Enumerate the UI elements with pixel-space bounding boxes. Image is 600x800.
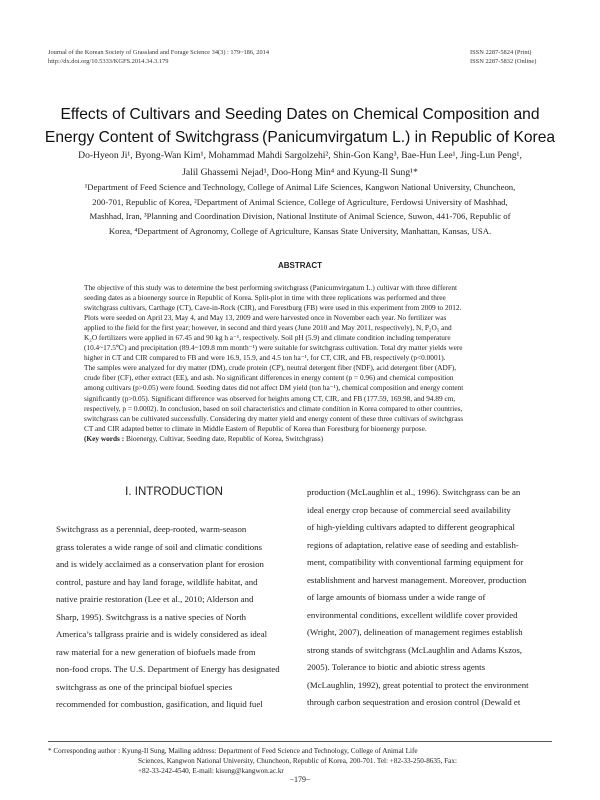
body-line: native prairie restoration (Lee et al., 2010; Alderson and [56,594,254,604]
body-line: raw material for a new generation of biofuels made from [56,646,256,657]
body-line: control, pasture and hay land forage, wildlife habitat, and [56,576,258,587]
abstract-line: higher in CT and CIR compared to FB and were 16.9, 15.9, and 4.5 ton ha⁻¹, for CT, CIR, and FB, respectively (p<0.0001). [84,353,446,363]
body-line: regions of adaptation, relative ease of seeding and establish- [307,539,519,550]
body-line: of large amounts of biomass under a wide range of [307,592,486,602]
author-list [0,147,600,181]
issn-print: ISSN 2287-5824 (Print) [470,49,532,56]
affiliation-line: Korea, ⁴Department of Agronomy, College of Agriculture, Kansas State University, Manhattan, Kansas, USA. [108,225,492,236]
abstract-body [84,283,540,444]
issn-block [470,48,536,66]
body-line: through carbon sequestration and erosion control (Dewald et [307,697,521,707]
body-line: Sharp, 1995). Switchgrass is a native species of North [56,611,247,622]
title-line: Effects of Cultivars and Seeding Dates on Chemical Composition and [60,106,540,123]
footnote-divider [48,741,552,742]
body-line: and is widely acclaimed as a conservation plant for erosion [56,559,264,569]
body-line: ment, compatibility with conventional farming equipment for [307,557,524,567]
body-line: Switchgrass as a perennial, deep-rooted, warm-season [56,524,247,534]
author-line: Jalil Ghassemi Nejad¹, Doo-Hong Min⁴ and Kyung-Il Sung¹* [182,167,418,178]
footnote-line: * Corresponding author : Kyung-Il Sung, Mailing address: Department of Feed Science and Technology, College of Animal Life [48,747,418,755]
keywords-label: (Key words : [84,433,126,443]
abstract-line: significantly (p>0.05). Significant difference was observed for heights among CT, CIR, and FB (177.59, 169.98, and 94.89 cm, [84,393,456,403]
body-line: recommended for combustion, gasification, and liquid fuel [56,699,263,709]
corresponding-author-footnote [48,746,558,776]
abstract-line: Plots were seeded on April 23, May 4, and May 13, 2009 and were harvested once in November each year. No fertilizer was [84,313,447,323]
abstract-line: crude fiber (CF), ether extract (EE), and ash. No significant differences in energy content (p = 0.96) and chemical composition [84,373,454,383]
affiliation-line: Mashhad, Iran, ³Planning and Coordination Division, National Institute of Animal Science, Suwon, 441-706, Republic of [89,211,511,222]
body-line: 2005). Tolerance to biotic and abiotic stress agents [307,662,486,672]
journal-citation: Journal of the Korean Society of Grassland and Forage Science 34(3) : 179~186, 2014 [48,49,270,56]
keywords-text: Bioenergy, Cultivar, Seeding date, Republic of Korea, Switchgrass) [125,433,324,443]
body-line: environmental conditions, excellent wildlife cover provided [307,609,518,620]
abstract-line: applied to the field for the first year; however, in second and third years (June 2010 and May 2011, respectively), N, P₂O₅ and [84,323,452,333]
abstract-heading: ABSTRACT [278,261,322,270]
body-line: America’s tallgrass prairie and is widely considered as ideal [56,629,268,639]
abstract-line: respectively, p = 0.0002). In conclusion, based on soil characteristics and climate condition in Korea compared to other countries, [84,403,463,413]
body-line: establishment and harvest management. Moreover, production [307,574,527,585]
doi-link[interactable]: http://dx.doi.org/10.5333/KGFS.2014.34.3.179 [48,58,169,65]
body-line: strong stands of switchgrass (McLaughlin and Adams Kszos, [307,644,523,655]
abstract-line: The samples were analyzed for dry matter (DM), crude protein (CP), neutral detergent fiber (NDF), acid detergent fiber (ADF), [84,363,457,373]
title-line: Energy Content of Switchgrass (Panicumvirgatum L.) in Republic of Korea [44,129,556,146]
abstract-line: switchgrass cultivars, Carthage (CT), Cave-in-Rock (CIR), and Forestburg (FB) were used in this experiment from 2009 to 2012. [84,303,462,313]
author-line: Do-Hyeon Ji¹, Byong-Wan Kim¹, Mohammad Mahdi Sargolzehi², Shin-Gon Kang³, Bae-Hun Lee¹, Jing-Lun Peng¹, [78,150,522,161]
issn-online: ISSN 2287-5832 (Online) [470,58,537,65]
body-line: (McLaughlin, 1992), great potential to protect the environment [307,679,529,690]
footnote-line: Sciences, Kangwon National University, Chuncheon, Republic of Korea, 200-701. Tel: +82-33-250-8635, Fax: [138,757,457,765]
abstract-line: CT and CIR adapted better to climate in Middle Eastern of Republic of Korea than Forestburg for bioenergy purpose. [84,423,427,433]
body-line: ideal energy crop because of commercial seed availability [307,504,511,515]
section-heading-introduction: Ⅰ. INTRODUCTION [125,486,223,498]
body-line: grass tolerates a wide range of soil and climatic conditions [56,541,262,552]
intro-left-column [56,484,292,714]
affiliations [50,180,550,238]
abstract-line: among cultivars (p>0.05) were found. Seeding dates did not affect DM yield (ton ha⁻¹), chemical composition and energy content [84,383,464,393]
abstract-line: switchgrass can be cultivated successfully. Considering dry matter yield and energy content of these three cultivars of switchgrass [84,413,464,423]
page-number: −179− [289,775,311,784]
abstract-line: (10.4~17.5℃) and precipitation (89.4~109.8 mm month⁻¹) were suitable for switchgrass cultivation. Total dry matter yields were [84,343,463,353]
body-line: of high-yielding cultivars adapted to different geographical [307,522,515,532]
body-line: (Wright, 2007), delineation of management regimes establish [307,627,523,637]
intro-right-column [307,484,543,712]
abstract-line: K₂O fertilizers were applied in 67.45 and 90 kg h a⁻¹, respectively. Soil pH (5.9) and climate condition including temperature [84,333,451,343]
body-line: switchgrass as one of the principal biofuel species [56,681,233,692]
abstract-line: seeding dates as a bioenergy source in Republic of Korea. Split-plot in time with three replications was performed and three [84,293,446,303]
affiliation-line: 200-701, Republic of Korea, ²Department of Animal Science, College of Agriculture, Ferdowsi University of Mashhad, [92,196,508,207]
body-line: production (McLaughlin et al., 1996). Switchgrass can be an [307,487,521,497]
abstract-line: The objective of this study was to determine the best performing switchgrass (Panicumvirgatum L.) cultivar with three different [84,283,457,292]
journal-header [48,48,269,66]
affiliation-line: ¹Department of Feed Science and Technology, College of Animal Life Sciences, Kangwon National University, Chuncheon, [84,182,516,192]
footnote-line: +82-33-242-4540, E-mail: kisung@kangwon.ac.kr [138,767,284,775]
keywords-line [84,434,540,444]
paper-title [0,103,600,149]
body-line: non-food crops. The U.S. Department of Energy has designated [56,664,280,674]
